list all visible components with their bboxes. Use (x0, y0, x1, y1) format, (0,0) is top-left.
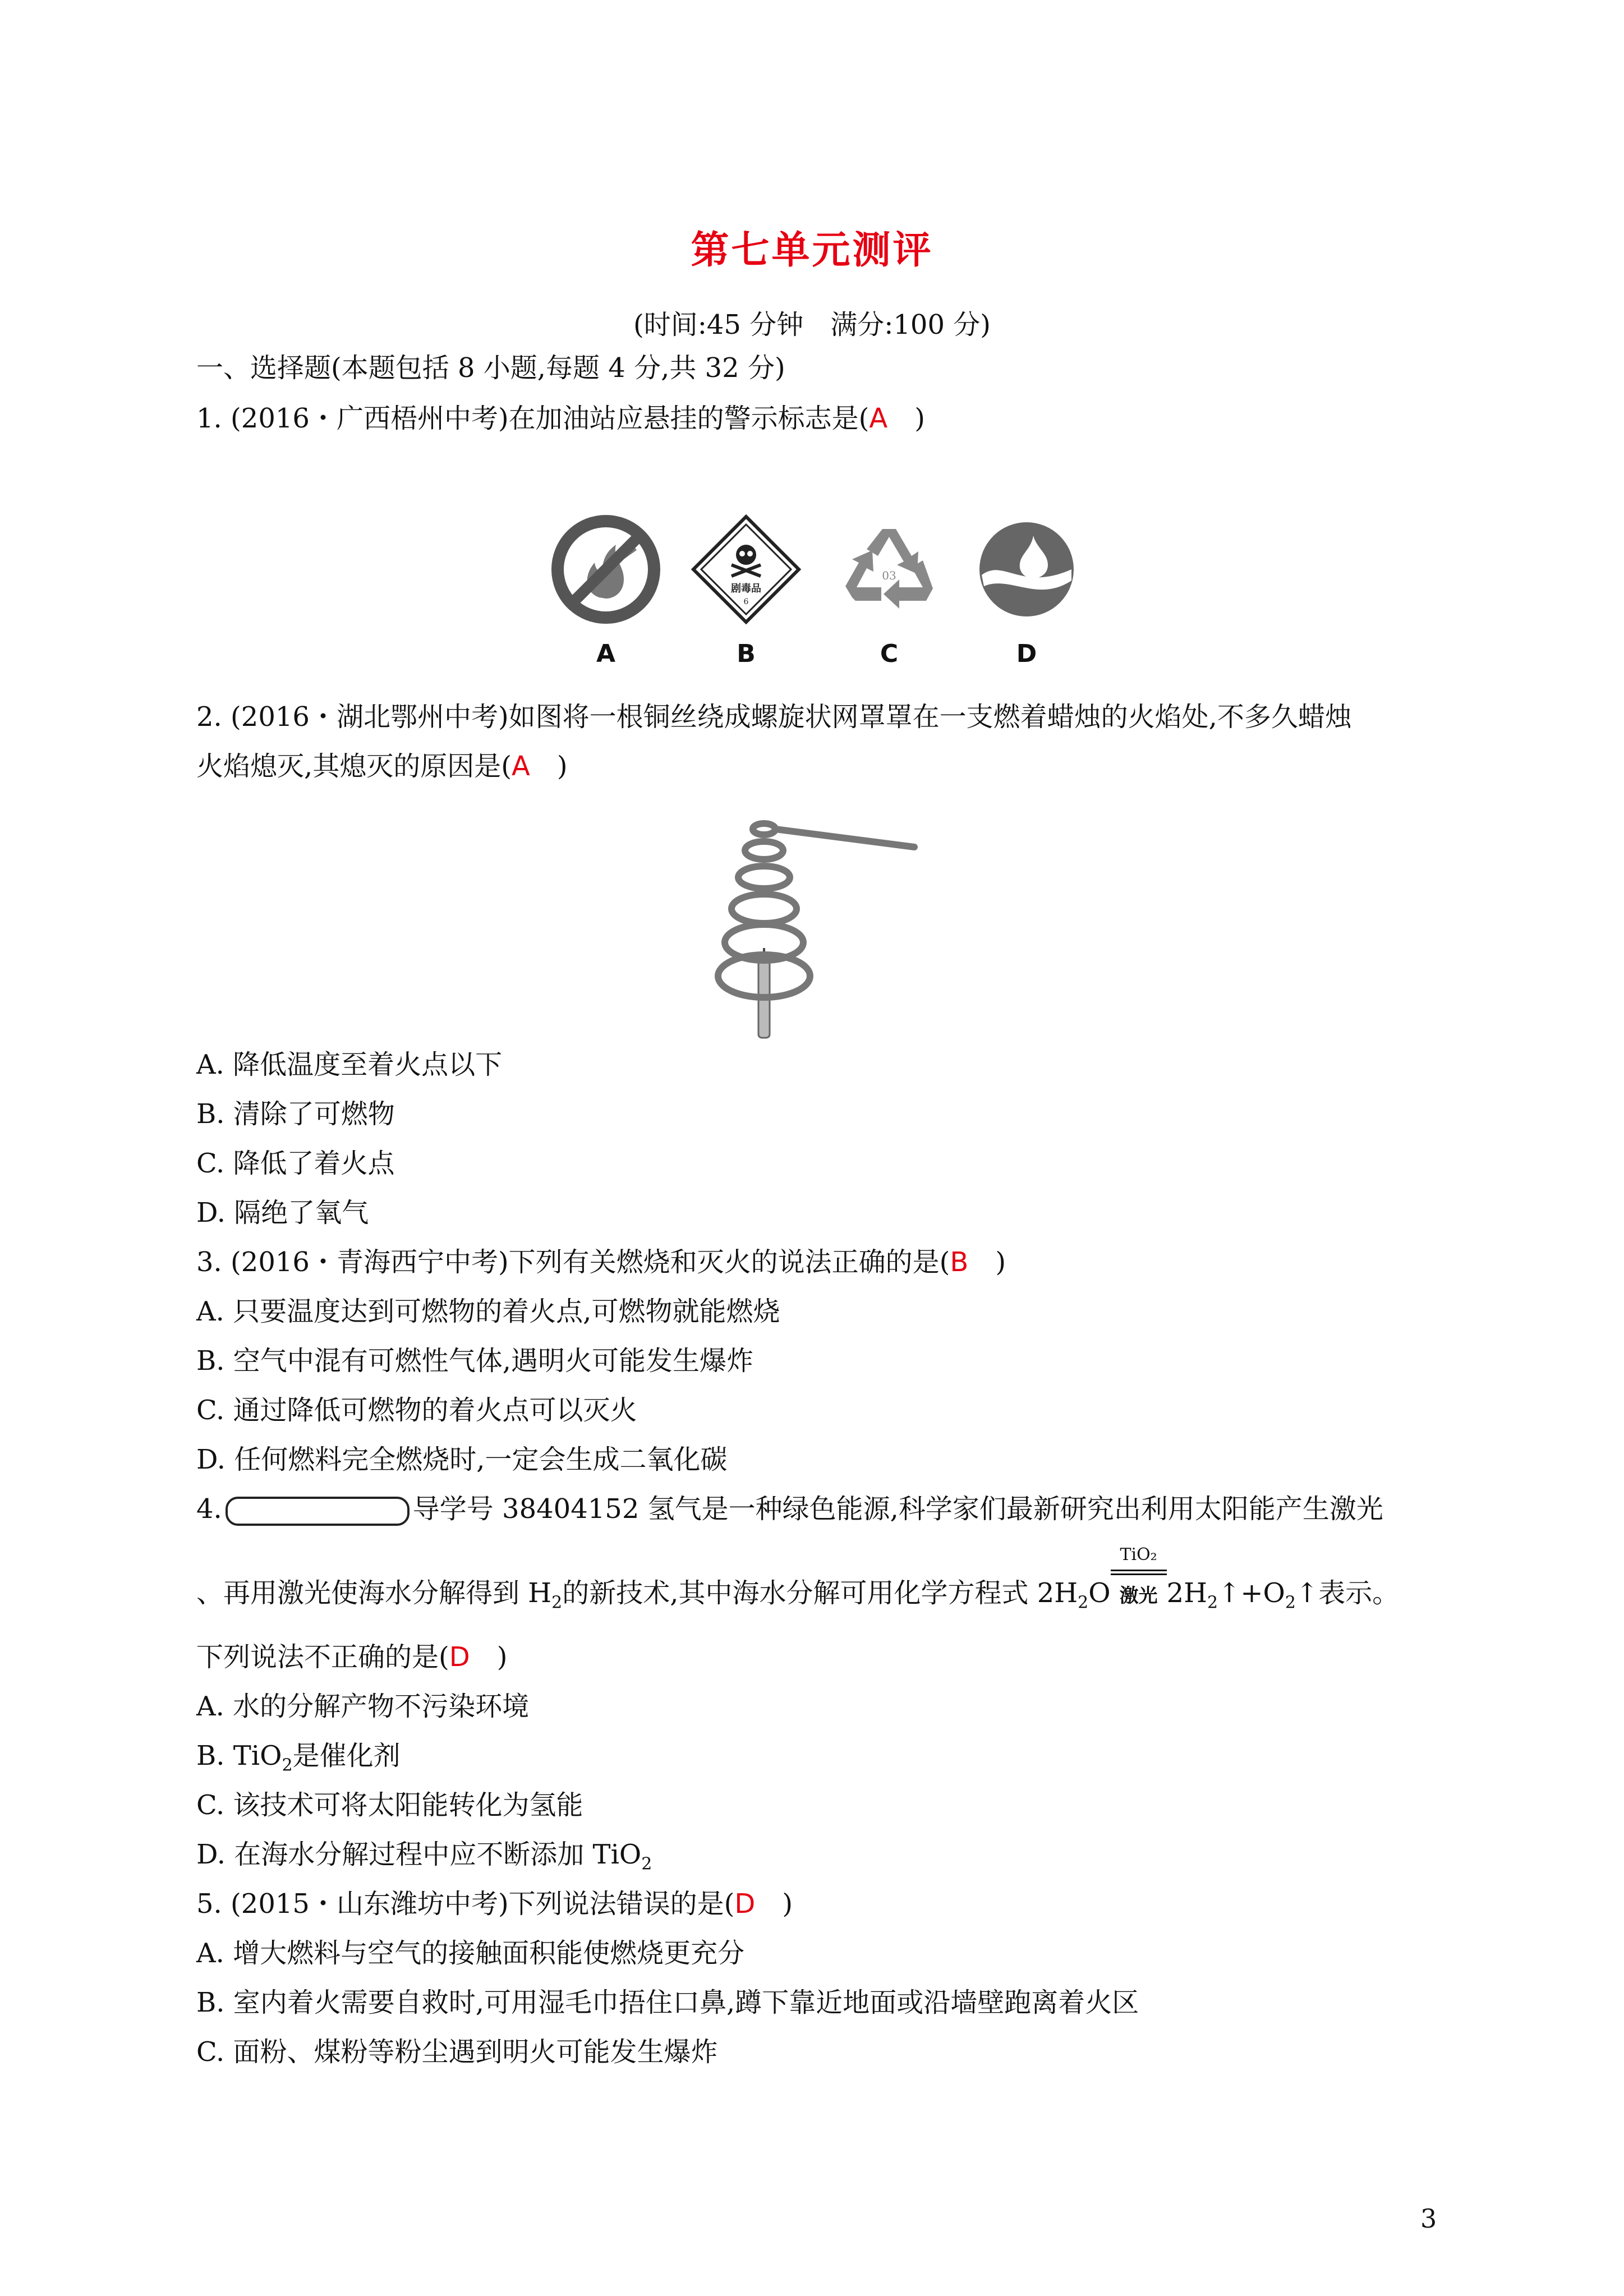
question-1 (196, 403, 925, 435)
question-3-option-b: B. 空气中混有可燃性气体,遇明火可能发生爆炸 (196, 1345, 754, 1377)
q4-sub-i: 2 (1285, 1593, 1296, 1613)
recycle-sign-icon (833, 513, 945, 625)
question-5 (196, 1888, 793, 1921)
sign-label-a: A (596, 639, 616, 668)
question-5-option-a: A. 增大燃料与空气的接触面积能使燃烧更充分 (196, 1938, 745, 1969)
question-3-option-a: A. 只要温度达到可燃物的着火点,可燃物就能燃烧 (196, 1296, 780, 1327)
q4-sub-b: 2 (551, 1593, 563, 1613)
q4-opt-b-1: B. TiO (196, 1740, 282, 1772)
q4-text-e: O (1088, 1577, 1111, 1609)
question-4-line-2 (196, 1545, 1400, 1613)
question-5-stem: 5. (2015・山东潍坊中考)下列说法错误的是( (196, 1888, 735, 1920)
guide-badge (226, 1497, 410, 1526)
q4-sub-d: 2 (1078, 1593, 1089, 1613)
question-3-stem: 3. (2016・青海西宁中考)下列有关燃烧和灭火的说法正确的是( (196, 1246, 950, 1278)
exam-info: (时间:45 分钟 满分:100 分) (633, 309, 991, 341)
no-fire-sign-icon (550, 513, 662, 625)
question-3-close: ) (968, 1246, 1006, 1278)
sign-label-d: D (1016, 639, 1037, 668)
question-5-close: ) (755, 1888, 793, 1920)
q4-opt-d-1: D. 在海水分解过程中应不断添加 TiO (196, 1839, 642, 1870)
question-5-answer: D (734, 1888, 756, 1920)
question-4-option-a: A. 水的分解产物不污染环境 (196, 1691, 530, 1722)
toxic-sign-icon (690, 513, 802, 625)
question-4-option-c: C. 该技术可将太阳能转化为氢能 (196, 1789, 583, 1821)
question-1-stem: 1. (2016・广西梧州中考)在加油站应悬挂的警示标志是( (196, 403, 869, 434)
question-2-line-1: 2. (2016・湖北鄂州中考)如图将一根铜丝绕成螺旋状网罩罩在一支燃着蜡烛的火焰处,不多久蜡烛 (196, 701, 1352, 733)
q4-opt-b-sub: 2 (282, 1755, 293, 1775)
page-number: 3 (1420, 2203, 1437, 2234)
question-3-option-d: D. 任何燃料完全燃烧时,一定会生成二氧化碳 (196, 1444, 728, 1475)
condition-label: 激光 (1119, 1585, 1158, 1607)
q4-sub-g: 2 (1207, 1593, 1218, 1613)
reaction-condition (1111, 1545, 1167, 1610)
q4-text-h: ↑+O (1218, 1577, 1285, 1609)
copper-coil-candle-figure (712, 808, 926, 1043)
q4-opt-b-3: 是催化剂 (292, 1740, 401, 1772)
toxic-sign-number: 6 (743, 597, 749, 606)
question-4-number: 4. (196, 1493, 222, 1525)
question-2-option-c: C. 降低了着火点 (196, 1148, 395, 1179)
question-1-answer: A (869, 403, 888, 434)
q4-text-c: 的新技术,其中海水分解可用化学方程式 2H (562, 1577, 1078, 1609)
question-3-option-c: C. 通过降低可燃物的着火点可以灭火 (196, 1395, 637, 1426)
sign-label-b: B (737, 639, 756, 668)
question-2-line-2 (196, 751, 568, 783)
recycle-sign-code: 03 (882, 569, 896, 582)
question-4-option-b (196, 1740, 401, 1776)
q4-text-a: 、再用激光使海水分解得到 H (196, 1577, 552, 1609)
question-4-line-3 (196, 1641, 507, 1674)
equation-bar (1111, 1570, 1167, 1575)
question-2-option-d: D. 隔绝了氧气 (196, 1197, 369, 1228)
question-4-text-1: 导学号 38404152 氢气是一种绿色能源,科学家们最新研究出利用太阳能产生激光 (412, 1493, 1383, 1525)
q4-text-j: ↑表示。 (1295, 1577, 1400, 1609)
question-2-answer: A (512, 751, 530, 782)
q4-opt-d-sub: 2 (641, 1854, 652, 1874)
sign-label-c: C (880, 639, 899, 668)
question-1-close: ) (887, 403, 925, 434)
question-3-answer: B (950, 1246, 969, 1278)
question-5-option-b: B. 室内着火需要自救时,可用湿毛巾捂住口鼻,蹲下靠近地面或沿墙壁跑离着火区 (196, 1987, 1139, 2018)
page-title: 第七单元测评 (691, 228, 933, 273)
question-2-option-b: B. 清除了可燃物 (196, 1098, 395, 1130)
question-4-option-d (196, 1839, 652, 1875)
catalyst-label: TiO₂ (1120, 1545, 1157, 1565)
q4-text-f: 2H (1166, 1577, 1207, 1609)
question-4-close: ) (470, 1641, 508, 1673)
question-2-option-a: A. 降低温度至着火点以下 (196, 1049, 503, 1080)
question-4-answer: D (449, 1641, 470, 1673)
water-saving-sign-icon (970, 513, 1083, 625)
question-4-stem-end: 下列说法不正确的是( (196, 1641, 449, 1673)
question-4-line-1 (196, 1493, 1383, 1526)
question-2-close: ) (530, 751, 568, 782)
section-heading: 一、选择题(本题包括 8 小题,每题 4 分,共 32 分) (196, 352, 785, 384)
question-5-option-c: C. 面粉、煤粉等粉尘遇到明火可能发生爆炸 (196, 2036, 718, 2068)
question-2-stem-end: 火焰熄灭,其熄灭的原因是( (196, 751, 512, 782)
toxic-sign-text: 剧毒品 (731, 583, 761, 595)
question-3 (196, 1246, 1006, 1279)
